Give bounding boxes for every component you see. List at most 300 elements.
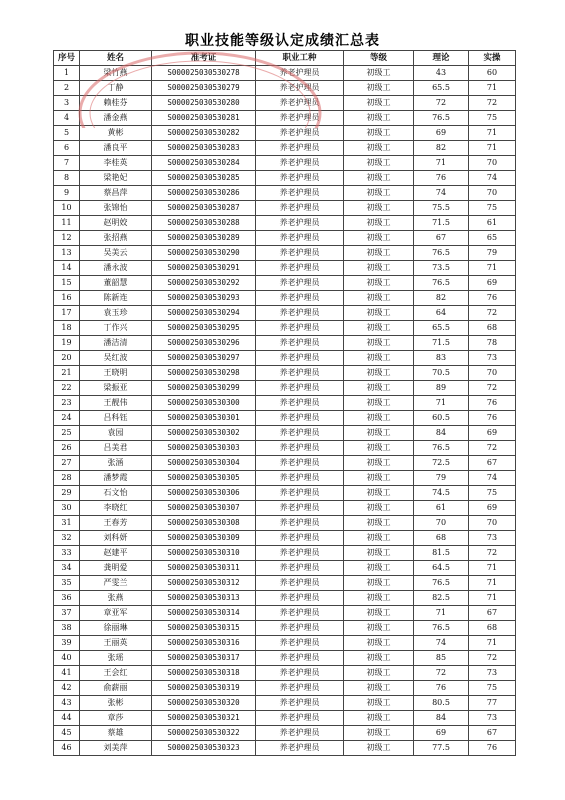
cell-name: 张燕 — [80, 591, 152, 606]
cell-theory: 89 — [414, 381, 469, 396]
cell-practice: 76 — [469, 741, 516, 756]
cell-exam-id: S000025030530279 — [152, 81, 256, 96]
cell-job: 养老护理员 — [256, 636, 344, 651]
cell-no: 35 — [54, 576, 80, 591]
cell-name: 张招燕 — [80, 231, 152, 246]
cell-exam-id: S000025030530322 — [152, 726, 256, 741]
cell-level: 初级工 — [344, 201, 414, 216]
cell-no: 27 — [54, 456, 80, 471]
cell-no: 17 — [54, 306, 80, 321]
cell-job: 养老护理员 — [256, 381, 344, 396]
cell-exam-id: S000025030530282 — [152, 126, 256, 141]
cell-practice: 78 — [469, 336, 516, 351]
cell-name: 章莎 — [80, 711, 152, 726]
cell-name: 张涵 — [80, 456, 152, 471]
table-row — [54, 186, 516, 201]
cell-practice: 67 — [469, 606, 516, 621]
cell-name: 袁园 — [80, 426, 152, 441]
cell-no: 25 — [54, 426, 80, 441]
cell-practice: 71 — [469, 141, 516, 156]
cell-exam-id: S000025030530309 — [152, 531, 256, 546]
cell-no: 4 — [54, 111, 80, 126]
cell-practice: 68 — [469, 621, 516, 636]
cell-practice: 75 — [469, 201, 516, 216]
table-row — [54, 306, 516, 321]
cell-name: 王春芳 — [80, 516, 152, 531]
cell-job: 养老护理员 — [256, 231, 344, 246]
cell-level: 初级工 — [344, 726, 414, 741]
table-row — [54, 426, 516, 441]
cell-no: 30 — [54, 501, 80, 516]
cell-exam-id: S000025030530311 — [152, 561, 256, 576]
cell-theory: 72 — [414, 96, 469, 111]
cell-job: 养老护理员 — [256, 546, 344, 561]
table-row — [54, 741, 516, 756]
cell-no: 38 — [54, 621, 80, 636]
cell-exam-id: S000025030530308 — [152, 516, 256, 531]
cell-no: 26 — [54, 441, 80, 456]
cell-job: 养老护理员 — [256, 126, 344, 141]
cell-level: 初级工 — [344, 591, 414, 606]
table-row — [54, 441, 516, 456]
cell-theory: 74 — [414, 186, 469, 201]
cell-name: 龚明爱 — [80, 561, 152, 576]
cell-theory: 74.5 — [414, 486, 469, 501]
cell-theory: 72.5 — [414, 456, 469, 471]
cell-theory: 76.5 — [414, 441, 469, 456]
cell-level: 初级工 — [344, 216, 414, 231]
cell-job: 养老护理员 — [256, 96, 344, 111]
cell-level: 初级工 — [344, 696, 414, 711]
cell-practice: 71 — [469, 561, 516, 576]
cell-job: 养老护理员 — [256, 696, 344, 711]
cell-theory: 43 — [414, 66, 469, 81]
cell-name: 潘良平 — [80, 141, 152, 156]
cell-level: 初级工 — [344, 246, 414, 261]
cell-name: 袁玉珍 — [80, 306, 152, 321]
cell-practice: 71 — [469, 81, 516, 96]
cell-practice: 75 — [469, 111, 516, 126]
cell-job: 养老护理员 — [256, 576, 344, 591]
cell-name: 梁竹燕 — [80, 66, 152, 81]
cell-theory: 72 — [414, 666, 469, 681]
cell-name: 董韶慧 — [80, 276, 152, 291]
cell-practice: 73 — [469, 351, 516, 366]
table-row — [54, 486, 516, 501]
cell-theory: 76.5 — [414, 111, 469, 126]
cell-job: 养老护理员 — [256, 141, 344, 156]
cell-exam-id: S000025030530287 — [152, 201, 256, 216]
cell-practice: 72 — [469, 651, 516, 666]
cell-name: 赵建平 — [80, 546, 152, 561]
cell-level: 初级工 — [344, 111, 414, 126]
cell-exam-id: S000025030530284 — [152, 156, 256, 171]
cell-job: 养老护理员 — [256, 666, 344, 681]
cell-practice: 71 — [469, 591, 516, 606]
cell-theory: 80.5 — [414, 696, 469, 711]
cell-job: 养老护理员 — [256, 621, 344, 636]
cell-job: 养老护理员 — [256, 336, 344, 351]
cell-theory: 64 — [414, 306, 469, 321]
header-level: 等级 — [344, 51, 414, 66]
cell-job: 养老护理员 — [256, 66, 344, 81]
cell-theory: 84 — [414, 426, 469, 441]
cell-name: 黄彬 — [80, 126, 152, 141]
cell-no: 28 — [54, 471, 80, 486]
cell-theory: 70 — [414, 516, 469, 531]
cell-level: 初级工 — [344, 321, 414, 336]
cell-exam-id: S000025030530303 — [152, 441, 256, 456]
cell-exam-id: S000025030530321 — [152, 711, 256, 726]
cell-practice: 72 — [469, 441, 516, 456]
cell-no: 7 — [54, 156, 80, 171]
cell-name: 潘金燕 — [80, 111, 152, 126]
cell-practice: 73 — [469, 531, 516, 546]
cell-level: 初级工 — [344, 366, 414, 381]
cell-job: 养老护理员 — [256, 321, 344, 336]
cell-practice: 71 — [469, 126, 516, 141]
cell-theory: 82.5 — [414, 591, 469, 606]
cell-theory: 75.5 — [414, 201, 469, 216]
cell-exam-id: S000025030530306 — [152, 486, 256, 501]
cell-no: 21 — [54, 366, 80, 381]
cell-job: 养老护理员 — [256, 486, 344, 501]
cell-practice: 74 — [469, 171, 516, 186]
cell-theory: 71 — [414, 396, 469, 411]
table-row — [54, 276, 516, 291]
cell-exam-id: S000025030530320 — [152, 696, 256, 711]
cell-level: 初级工 — [344, 291, 414, 306]
cell-practice: 73 — [469, 711, 516, 726]
cell-no: 23 — [54, 396, 80, 411]
cell-no: 6 — [54, 141, 80, 156]
cell-theory: 76.5 — [414, 246, 469, 261]
cell-level: 初级工 — [344, 531, 414, 546]
cell-exam-id: S000025030530318 — [152, 666, 256, 681]
cell-level: 初级工 — [344, 741, 414, 756]
cell-exam-id: S000025030530291 — [152, 261, 256, 276]
cell-theory: 71.5 — [414, 336, 469, 351]
cell-level: 初级工 — [344, 66, 414, 81]
cell-name: 刘美萍 — [80, 741, 152, 756]
cell-name: 李桂英 — [80, 156, 152, 171]
cell-level: 初级工 — [344, 636, 414, 651]
cell-name: 赖桂芬 — [80, 96, 152, 111]
table-row — [54, 531, 516, 546]
table-row — [54, 246, 516, 261]
cell-theory: 83 — [414, 351, 469, 366]
cell-job: 养老护理员 — [256, 201, 344, 216]
cell-theory: 77.5 — [414, 741, 469, 756]
cell-exam-id: S000025030530316 — [152, 636, 256, 651]
table-row — [54, 576, 516, 591]
cell-job: 养老护理员 — [256, 651, 344, 666]
cell-no: 36 — [54, 591, 80, 606]
cell-level: 初级工 — [344, 501, 414, 516]
cell-no: 8 — [54, 171, 80, 186]
score-summary-table — [53, 50, 516, 756]
table-row — [54, 351, 516, 366]
cell-level: 初级工 — [344, 666, 414, 681]
cell-theory: 61 — [414, 501, 469, 516]
cell-theory: 64.5 — [414, 561, 469, 576]
cell-exam-id: S000025030530286 — [152, 186, 256, 201]
cell-practice: 76 — [469, 396, 516, 411]
cell-theory: 65.5 — [414, 81, 469, 96]
cell-practice: 68 — [469, 321, 516, 336]
cell-exam-id: S000025030530305 — [152, 471, 256, 486]
cell-job: 养老护理员 — [256, 396, 344, 411]
header-name: 姓名 — [80, 51, 152, 66]
table-row — [54, 546, 516, 561]
cell-job: 养老护理员 — [256, 276, 344, 291]
table-row — [54, 231, 516, 246]
cell-theory: 68 — [414, 531, 469, 546]
cell-job: 养老护理员 — [256, 351, 344, 366]
table-row — [54, 321, 516, 336]
cell-no: 10 — [54, 201, 80, 216]
cell-exam-id: S000025030530310 — [152, 546, 256, 561]
cell-name: 石文怡 — [80, 486, 152, 501]
cell-practice: 71 — [469, 261, 516, 276]
cell-exam-id: S000025030530283 — [152, 141, 256, 156]
cell-no: 43 — [54, 696, 80, 711]
cell-job: 养老护理员 — [256, 426, 344, 441]
cell-job: 养老护理员 — [256, 306, 344, 321]
table-row — [54, 501, 516, 516]
cell-no: 15 — [54, 276, 80, 291]
table-row — [54, 456, 516, 471]
cell-no: 37 — [54, 606, 80, 621]
cell-theory: 82 — [414, 291, 469, 306]
cell-no: 12 — [54, 231, 80, 246]
header-theory: 理论 — [414, 51, 469, 66]
cell-no: 5 — [54, 126, 80, 141]
page-title: 职业技能等级认定成绩汇总表 — [185, 33, 380, 49]
cell-job: 养老护理员 — [256, 366, 344, 381]
cell-no: 39 — [54, 636, 80, 651]
table-row — [54, 111, 516, 126]
cell-exam-id: S000025030530317 — [152, 651, 256, 666]
cell-level: 初级工 — [344, 441, 414, 456]
cell-level: 初级工 — [344, 81, 414, 96]
cell-name: 丁静 — [80, 81, 152, 96]
cell-name: 王会红 — [80, 666, 152, 681]
cell-name: 李晓红 — [80, 501, 152, 516]
cell-level: 初级工 — [344, 261, 414, 276]
cell-no: 18 — [54, 321, 80, 336]
cell-practice: 69 — [469, 276, 516, 291]
cell-level: 初级工 — [344, 141, 414, 156]
table-row — [54, 411, 516, 426]
cell-exam-id: S000025030530289 — [152, 231, 256, 246]
cell-theory: 82 — [414, 141, 469, 156]
cell-name: 吴红波 — [80, 351, 152, 366]
cell-level: 初级工 — [344, 396, 414, 411]
table-row — [54, 366, 516, 381]
cell-name: 陈新连 — [80, 291, 152, 306]
cell-theory: 74 — [414, 636, 469, 651]
cell-name: 吴美云 — [80, 246, 152, 261]
cell-no: 20 — [54, 351, 80, 366]
cell-no: 16 — [54, 291, 80, 306]
cell-theory: 76 — [414, 681, 469, 696]
cell-practice: 70 — [469, 366, 516, 381]
cell-name: 严雯兰 — [80, 576, 152, 591]
cell-job: 养老护理员 — [256, 531, 344, 546]
cell-exam-id: S000025030530294 — [152, 306, 256, 321]
cell-level: 初级工 — [344, 306, 414, 321]
table-row — [54, 336, 516, 351]
cell-job: 养老护理员 — [256, 681, 344, 696]
cell-exam-id: S000025030530315 — [152, 621, 256, 636]
cell-practice: 72 — [469, 381, 516, 396]
cell-job: 养老护理员 — [256, 561, 344, 576]
cell-no: 11 — [54, 216, 80, 231]
cell-practice: 75 — [469, 486, 516, 501]
cell-job: 养老护理员 — [256, 591, 344, 606]
cell-exam-id: S000025030530323 — [152, 741, 256, 756]
cell-level: 初级工 — [344, 156, 414, 171]
cell-theory: 76.5 — [414, 576, 469, 591]
cell-name: 王靓伟 — [80, 396, 152, 411]
cell-theory: 76.5 — [414, 621, 469, 636]
cell-no: 33 — [54, 546, 80, 561]
cell-practice: 71 — [469, 636, 516, 651]
cell-job: 养老护理员 — [256, 456, 344, 471]
cell-job: 养老护理员 — [256, 411, 344, 426]
cell-name: 蔡雄 — [80, 726, 152, 741]
cell-practice: 70 — [469, 516, 516, 531]
cell-exam-id: S000025030530296 — [152, 336, 256, 351]
cell-no: 46 — [54, 741, 80, 756]
cell-job: 养老护理员 — [256, 516, 344, 531]
cell-exam-id: S000025030530307 — [152, 501, 256, 516]
cell-exam-id: S000025030530312 — [152, 576, 256, 591]
cell-job: 养老护理员 — [256, 186, 344, 201]
cell-exam-id: S000025030530302 — [152, 426, 256, 441]
cell-name: 梁艳妃 — [80, 171, 152, 186]
table-row — [54, 591, 516, 606]
cell-practice: 67 — [469, 726, 516, 741]
header-job: 职业工种 — [256, 51, 344, 66]
cell-job: 养老护理员 — [256, 741, 344, 756]
cell-exam-id: S000025030530304 — [152, 456, 256, 471]
cell-level: 初级工 — [344, 711, 414, 726]
cell-no: 29 — [54, 486, 80, 501]
cell-practice: 74 — [469, 471, 516, 486]
cell-level: 初级工 — [344, 276, 414, 291]
cell-name: 吕科钰 — [80, 411, 152, 426]
cell-practice: 73 — [469, 666, 516, 681]
cell-job: 养老护理员 — [256, 291, 344, 306]
table-row — [54, 666, 516, 681]
cell-exam-id: S000025030530313 — [152, 591, 256, 606]
cell-exam-id: S000025030530290 — [152, 246, 256, 261]
cell-level: 初级工 — [344, 426, 414, 441]
cell-practice: 75 — [469, 681, 516, 696]
cell-theory: 60.5 — [414, 411, 469, 426]
cell-practice: 79 — [469, 246, 516, 261]
table-body — [54, 66, 516, 756]
cell-exam-id: S000025030530299 — [152, 381, 256, 396]
table-row — [54, 201, 516, 216]
cell-theory: 71 — [414, 606, 469, 621]
cell-no: 9 — [54, 186, 80, 201]
cell-exam-id: S000025030530297 — [152, 351, 256, 366]
table-row — [54, 141, 516, 156]
cell-level: 初级工 — [344, 621, 414, 636]
cell-level: 初级工 — [344, 561, 414, 576]
table-row — [54, 261, 516, 276]
cell-no: 14 — [54, 261, 80, 276]
cell-name: 徐丽琳 — [80, 621, 152, 636]
cell-name: 吕美君 — [80, 441, 152, 456]
cell-level: 初级工 — [344, 516, 414, 531]
table-row — [54, 681, 516, 696]
table-row — [54, 126, 516, 141]
cell-level: 初级工 — [344, 576, 414, 591]
table-row — [54, 726, 516, 741]
cell-level: 初级工 — [344, 471, 414, 486]
table-row — [54, 216, 516, 231]
cell-level: 初级工 — [344, 336, 414, 351]
cell-theory: 69 — [414, 126, 469, 141]
cell-no: 3 — [54, 96, 80, 111]
cell-name: 丁作兴 — [80, 321, 152, 336]
cell-name: 俞薪丽 — [80, 681, 152, 696]
header-practice: 实操 — [469, 51, 516, 66]
cell-name: 王晓明 — [80, 366, 152, 381]
cell-theory: 71.5 — [414, 216, 469, 231]
table-row — [54, 156, 516, 171]
cell-exam-id: S000025030530292 — [152, 276, 256, 291]
cell-exam-id: S000025030530295 — [152, 321, 256, 336]
cell-job: 养老护理员 — [256, 711, 344, 726]
table-row — [54, 561, 516, 576]
cell-name: 张彬 — [80, 696, 152, 711]
cell-practice: 60 — [469, 66, 516, 81]
cell-exam-id: S000025030530280 — [152, 96, 256, 111]
cell-theory: 70.5 — [414, 366, 469, 381]
table-row — [54, 291, 516, 306]
cell-exam-id: S000025030530278 — [152, 66, 256, 81]
cell-job: 养老护理员 — [256, 216, 344, 231]
cell-name: 张瑶 — [80, 651, 152, 666]
cell-exam-id: S000025030530281 — [152, 111, 256, 126]
cell-level: 初级工 — [344, 486, 414, 501]
cell-practice: 65 — [469, 231, 516, 246]
cell-no: 1 — [54, 66, 80, 81]
table-row — [54, 66, 516, 81]
cell-name: 潘洁清 — [80, 336, 152, 351]
cell-level: 初级工 — [344, 546, 414, 561]
cell-exam-id: S000025030530285 — [152, 171, 256, 186]
cell-job: 养老护理员 — [256, 81, 344, 96]
header-exam-id: 准考证 — [152, 51, 256, 66]
cell-practice: 61 — [469, 216, 516, 231]
cell-level: 初级工 — [344, 606, 414, 621]
table-row — [54, 81, 516, 96]
cell-practice: 77 — [469, 696, 516, 711]
cell-no: 2 — [54, 81, 80, 96]
cell-practice: 72 — [469, 546, 516, 561]
cell-theory: 81.5 — [414, 546, 469, 561]
cell-level: 初级工 — [344, 381, 414, 396]
cell-practice: 72 — [469, 306, 516, 321]
cell-job: 养老护理员 — [256, 261, 344, 276]
table-row — [54, 651, 516, 666]
